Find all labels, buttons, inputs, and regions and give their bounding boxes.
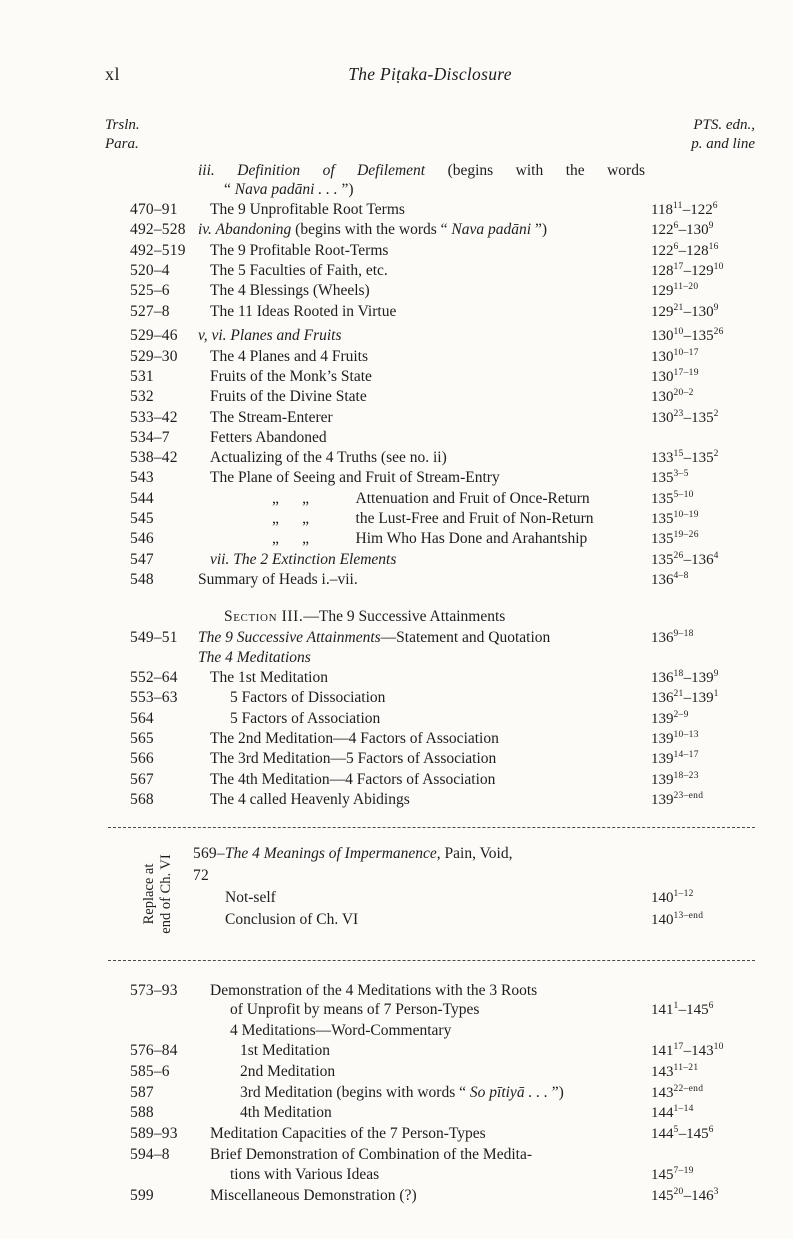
entry-title: Miscellaneous Demonstration (?) <box>210 1186 417 1204</box>
entry-title: Fruits of the Monk’s State <box>210 368 372 386</box>
entry-title: 1st Meditation <box>240 1041 330 1059</box>
toc-bottom-section <box>130 981 755 1207</box>
page-line-ref: $129^{21}-130^9$ <box>651 302 719 320</box>
page-line-ref: 130$^{10-17}$ <box>651 347 699 365</box>
running-title: The Piṭaka-Disclosure <box>348 64 512 84</box>
trsln-label: Trsln. <box>105 117 140 133</box>
toc-row <box>130 1103 755 1124</box>
toc-row <box>130 648 755 667</box>
replace-label-line2: end of Ch. VI <box>158 853 174 934</box>
entry-title: Fetters Abandoned <box>210 429 327 447</box>
entry-title: 4 Meditations—Word-Commentary <box>230 1022 452 1040</box>
entry-title: The Stream-Enterer <box>210 408 333 426</box>
entry-title: „ „ the Lust-Free and Fruit of Non-Return <box>272 509 594 527</box>
page-header <box>105 64 755 88</box>
page-line-ref: $118^{11}-122^6$ <box>651 200 718 218</box>
para-number: 532 <box>130 388 154 406</box>
para-number: 568 <box>130 791 154 809</box>
toc-row <box>130 468 755 488</box>
para-number: 529–30 <box>130 347 178 365</box>
para-number: 538–42 <box>130 448 178 466</box>
page-and-line-label: p. and line <box>691 136 755 152</box>
page-line-ref: 136$^{4-8}$ <box>651 571 689 589</box>
para-number: 567 <box>130 770 154 788</box>
page-line-ref: 143$^{11-21}$ <box>651 1062 699 1080</box>
entry-title: The 11 Ideas Rooted in Virtue <box>210 302 397 320</box>
toc-row <box>130 489 755 509</box>
toc-row <box>130 729 755 749</box>
page-line-ref: 130$^{17-19}$ <box>651 368 699 386</box>
entry-title: 2nd Meditation <box>240 1062 336 1080</box>
toc-row <box>130 709 755 729</box>
entry-title: Fruits of the Divine State <box>210 388 367 406</box>
page-line-ref: $140^{13-end}$ <box>651 910 704 928</box>
toc-row <box>130 509 755 529</box>
para-number: 529–46 <box>130 327 178 345</box>
replace-label-line1: Replace at <box>141 863 157 924</box>
page-line-ref: $144^5-145^6$ <box>651 1125 714 1143</box>
para-number: 576–84 <box>130 1041 178 1059</box>
toc-row <box>130 347 755 367</box>
entry-title: The 4 Meditations <box>198 649 311 667</box>
entry-title: „ „ Him Who Has Done and Arahantship <box>272 530 588 548</box>
toc-row <box>130 529 755 549</box>
entry-title: 5 Factors of Association <box>230 709 381 727</box>
toc-row <box>130 261 755 281</box>
page-number: xl <box>105 64 121 84</box>
toc-row <box>130 1145 755 1165</box>
page-line-ref: 145$^{7-19}$ <box>651 1165 694 1183</box>
toc-row <box>130 749 755 769</box>
entry-title: Not-self <box>225 888 276 906</box>
page-line-ref: $141^1-145^6$ <box>651 1001 714 1019</box>
toc-row <box>130 843 755 887</box>
page-line-ref: 144$^{1-14}$ <box>651 1104 694 1122</box>
toc-row <box>130 1041 755 1062</box>
para-number: 566 <box>130 750 154 768</box>
toc-row <box>130 570 755 590</box>
page-line-ref: 139$^{14-17}$ <box>651 750 699 768</box>
toc-row <box>130 281 755 301</box>
toc-row <box>130 668 755 688</box>
toc-row <box>130 688 755 708</box>
para-number: 547 <box>130 550 154 568</box>
entry-title: Meditation Capacities of the 7 Person-Types <box>210 1125 486 1143</box>
para-number: 569–72 <box>193 844 225 884</box>
toc-main-section <box>130 161 755 811</box>
para-number: 589–93 <box>130 1125 178 1143</box>
page-line-ref: $145^{20}-146^3$ <box>651 1186 719 1204</box>
toc-row <box>130 1186 755 1207</box>
page-line-ref: $141^{17}-143^{10}$ <box>651 1041 724 1059</box>
entry-title: The 4 Blessings (Wheels) <box>210 282 370 300</box>
page-line-ref: 140$^{1-12}$ <box>651 888 694 906</box>
para-number: 534–7 <box>130 429 170 447</box>
toc-row <box>130 628 755 648</box>
page-line-ref: $130^{10}-135^{26}$ <box>651 327 724 345</box>
toc-row <box>130 220 755 240</box>
para-number: 573–93 <box>130 981 178 999</box>
toc-row <box>130 770 755 790</box>
para-number: 599 <box>130 1186 154 1204</box>
para-number: 588 <box>130 1104 154 1122</box>
entry-title: The 3rd Meditation—5 Factors of Association <box>210 750 497 768</box>
toc-row <box>130 909 755 931</box>
toc-row <box>130 1062 755 1083</box>
table-of-contents <box>130 161 755 1206</box>
para-label: Para. <box>105 136 139 152</box>
entry-title: The 9 Unprofitable Root Terms <box>210 200 405 218</box>
toc-row <box>130 1083 755 1104</box>
para-number: 552–64 <box>130 668 178 686</box>
replace-box <box>108 827 755 961</box>
toc-row <box>130 161 755 180</box>
page-line-ref: 139$^{18-23}$ <box>651 770 699 788</box>
toc-row <box>130 1000 755 1021</box>
para-number: 470–91 <box>130 200 178 218</box>
page-line-ref: 130$^{20-2}$ <box>651 388 694 406</box>
toc-row <box>130 887 755 909</box>
entry-title: Section III.—The 9 Successive Attainments <box>224 607 506 625</box>
para-number: 548 <box>130 571 154 589</box>
page-line-ref: $136^{21}-139^1$ <box>651 689 719 707</box>
page-line-ref: 135$^{19-26}$ <box>651 530 699 548</box>
entry-title: v, vi. Planes and Fruits <box>198 327 342 345</box>
entry-title: Conclusion of Ch. VI <box>225 910 359 928</box>
entry-title: 3rd Meditation (begins with words “ So pītiyā . . . ”) <box>240 1083 564 1101</box>
page-line-ref: $128^{17}-129^{10}$ <box>651 262 724 280</box>
para-number: 544 <box>130 489 154 507</box>
page-line-ref: 139$^{2-9}$ <box>651 709 689 727</box>
toc-row <box>130 326 755 346</box>
page-line-ref: $133^{15}-135^2$ <box>651 448 719 466</box>
entry-title: iv. Abandoning (begins with the words “ Nava padāni ”) <box>198 221 547 239</box>
para-number: 594–8 <box>130 1145 170 1163</box>
entry-title: iii. Definition of Defilement (begins with the words <box>198 162 645 179</box>
entry-title: Demonstration of the 4 Meditations with the 3 Roots <box>210 981 538 999</box>
para-number: 531 <box>130 368 154 386</box>
toc-row <box>130 180 755 199</box>
para-number: 527–8 <box>130 302 170 320</box>
entry-title: The Plane of Seeing and Fruit of Stream-Entry <box>210 469 500 487</box>
toc-row <box>130 1165 755 1186</box>
para-number: 587 <box>130 1083 154 1101</box>
entry-title: The 4 called Heavenly Abidings <box>210 791 410 809</box>
toc-row <box>130 200 755 220</box>
page-line-ref: $135^{26}-136^4$ <box>651 550 719 568</box>
page-line-ref: 136$^{9-18}$ <box>651 628 694 646</box>
page-line-ref: 135$^{10-19}$ <box>651 509 699 527</box>
page-line-ref: $130^{23}-135^2$ <box>651 408 719 426</box>
toc-row <box>130 981 755 1001</box>
para-number: 533–42 <box>130 408 178 426</box>
toc-row <box>130 607 755 626</box>
replace-box-rows <box>130 843 755 934</box>
entry-title: Summary of Heads i.–vii. <box>198 571 358 589</box>
page-line-ref: $136^{18}-139^9$ <box>651 668 719 686</box>
entry-title: The 5 Faculties of Faith, etc. <box>210 262 388 280</box>
para-number: 549–51 <box>130 628 178 646</box>
toc-row <box>130 302 755 322</box>
para-number: 553–63 <box>130 689 178 707</box>
para-number: 545 <box>130 509 154 527</box>
entry-title: The 4 Planes and 4 Fruits <box>210 347 368 365</box>
page-line-ref: 139$^{10-13}$ <box>651 729 699 747</box>
entry-title: The 4 Meanings of Impermanence, Pain, Void, <box>225 844 513 862</box>
column-headers <box>105 116 755 154</box>
pts-edn-header <box>691 116 755 154</box>
page-line-ref: $122^6-130^9$ <box>651 221 714 239</box>
page-line-ref: 135$^{5-10}$ <box>651 489 694 507</box>
toc-row <box>130 241 755 261</box>
page-line-ref: 135$^{3-5}$ <box>651 469 689 487</box>
entry-title: “ Nava padāni . . . ”) <box>224 181 354 199</box>
page-line-ref: 129$^{11-20}$ <box>651 282 699 300</box>
page-line-ref: $139^{23-end}$ <box>651 791 704 809</box>
para-number: 565 <box>130 729 154 747</box>
para-number: 520–4 <box>130 262 170 280</box>
entry-title: The 1st Meditation <box>210 668 328 686</box>
entry-title: 4th Meditation <box>240 1104 332 1122</box>
toc-row <box>130 448 755 468</box>
toc-row <box>130 387 755 407</box>
entry-title: The 9 Successive Attainments—Statement and Quotation <box>198 628 551 646</box>
toc-row <box>130 790 755 810</box>
toc-row <box>130 408 755 428</box>
pts-edn-label: PTS. edn., <box>693 117 755 133</box>
toc-row <box>130 428 755 447</box>
entry-title: of Unprofit by means of 7 Person-Types <box>230 1001 480 1019</box>
entry-title: tions with Various Ideas <box>230 1165 380 1183</box>
toc-row <box>130 550 755 570</box>
entry-title: Brief Demonstration of Combination of the Medita- <box>210 1145 532 1163</box>
toc-row <box>130 1124 755 1145</box>
para-number: 492–519 <box>130 241 186 259</box>
page-line-ref: $122^6-128^{16}$ <box>651 241 719 259</box>
entry-title: The 4th Meditation—4 Factors of Association <box>210 770 496 788</box>
para-number: 492–528 <box>130 221 186 239</box>
para-number: 585–6 <box>130 1062 170 1080</box>
para-number: 525–6 <box>130 282 170 300</box>
para-number: 546 <box>130 530 154 548</box>
entry-title: „ „ Attenuation and Fruit of Once-Return <box>272 489 590 507</box>
para-number: 543 <box>130 469 154 487</box>
toc-row <box>130 1021 755 1041</box>
para-number: 564 <box>130 709 154 727</box>
entry-title: 5 Factors of Dissociation <box>230 689 386 707</box>
entry-title: The 9 Profitable Root-Terms <box>210 241 389 259</box>
entry-title: The 2nd Meditation—4 Factors of Association <box>210 729 499 747</box>
toc-row <box>130 367 755 387</box>
replace-box-label <box>141 854 175 933</box>
entry-title: vii. The 2 Extinction Elements <box>210 550 397 568</box>
trsln-para-header <box>105 116 140 154</box>
entry-title: Actualizing of the 4 Truths (see no. ii) <box>210 448 447 466</box>
page-line-ref: $143^{22-end}$ <box>651 1083 704 1101</box>
